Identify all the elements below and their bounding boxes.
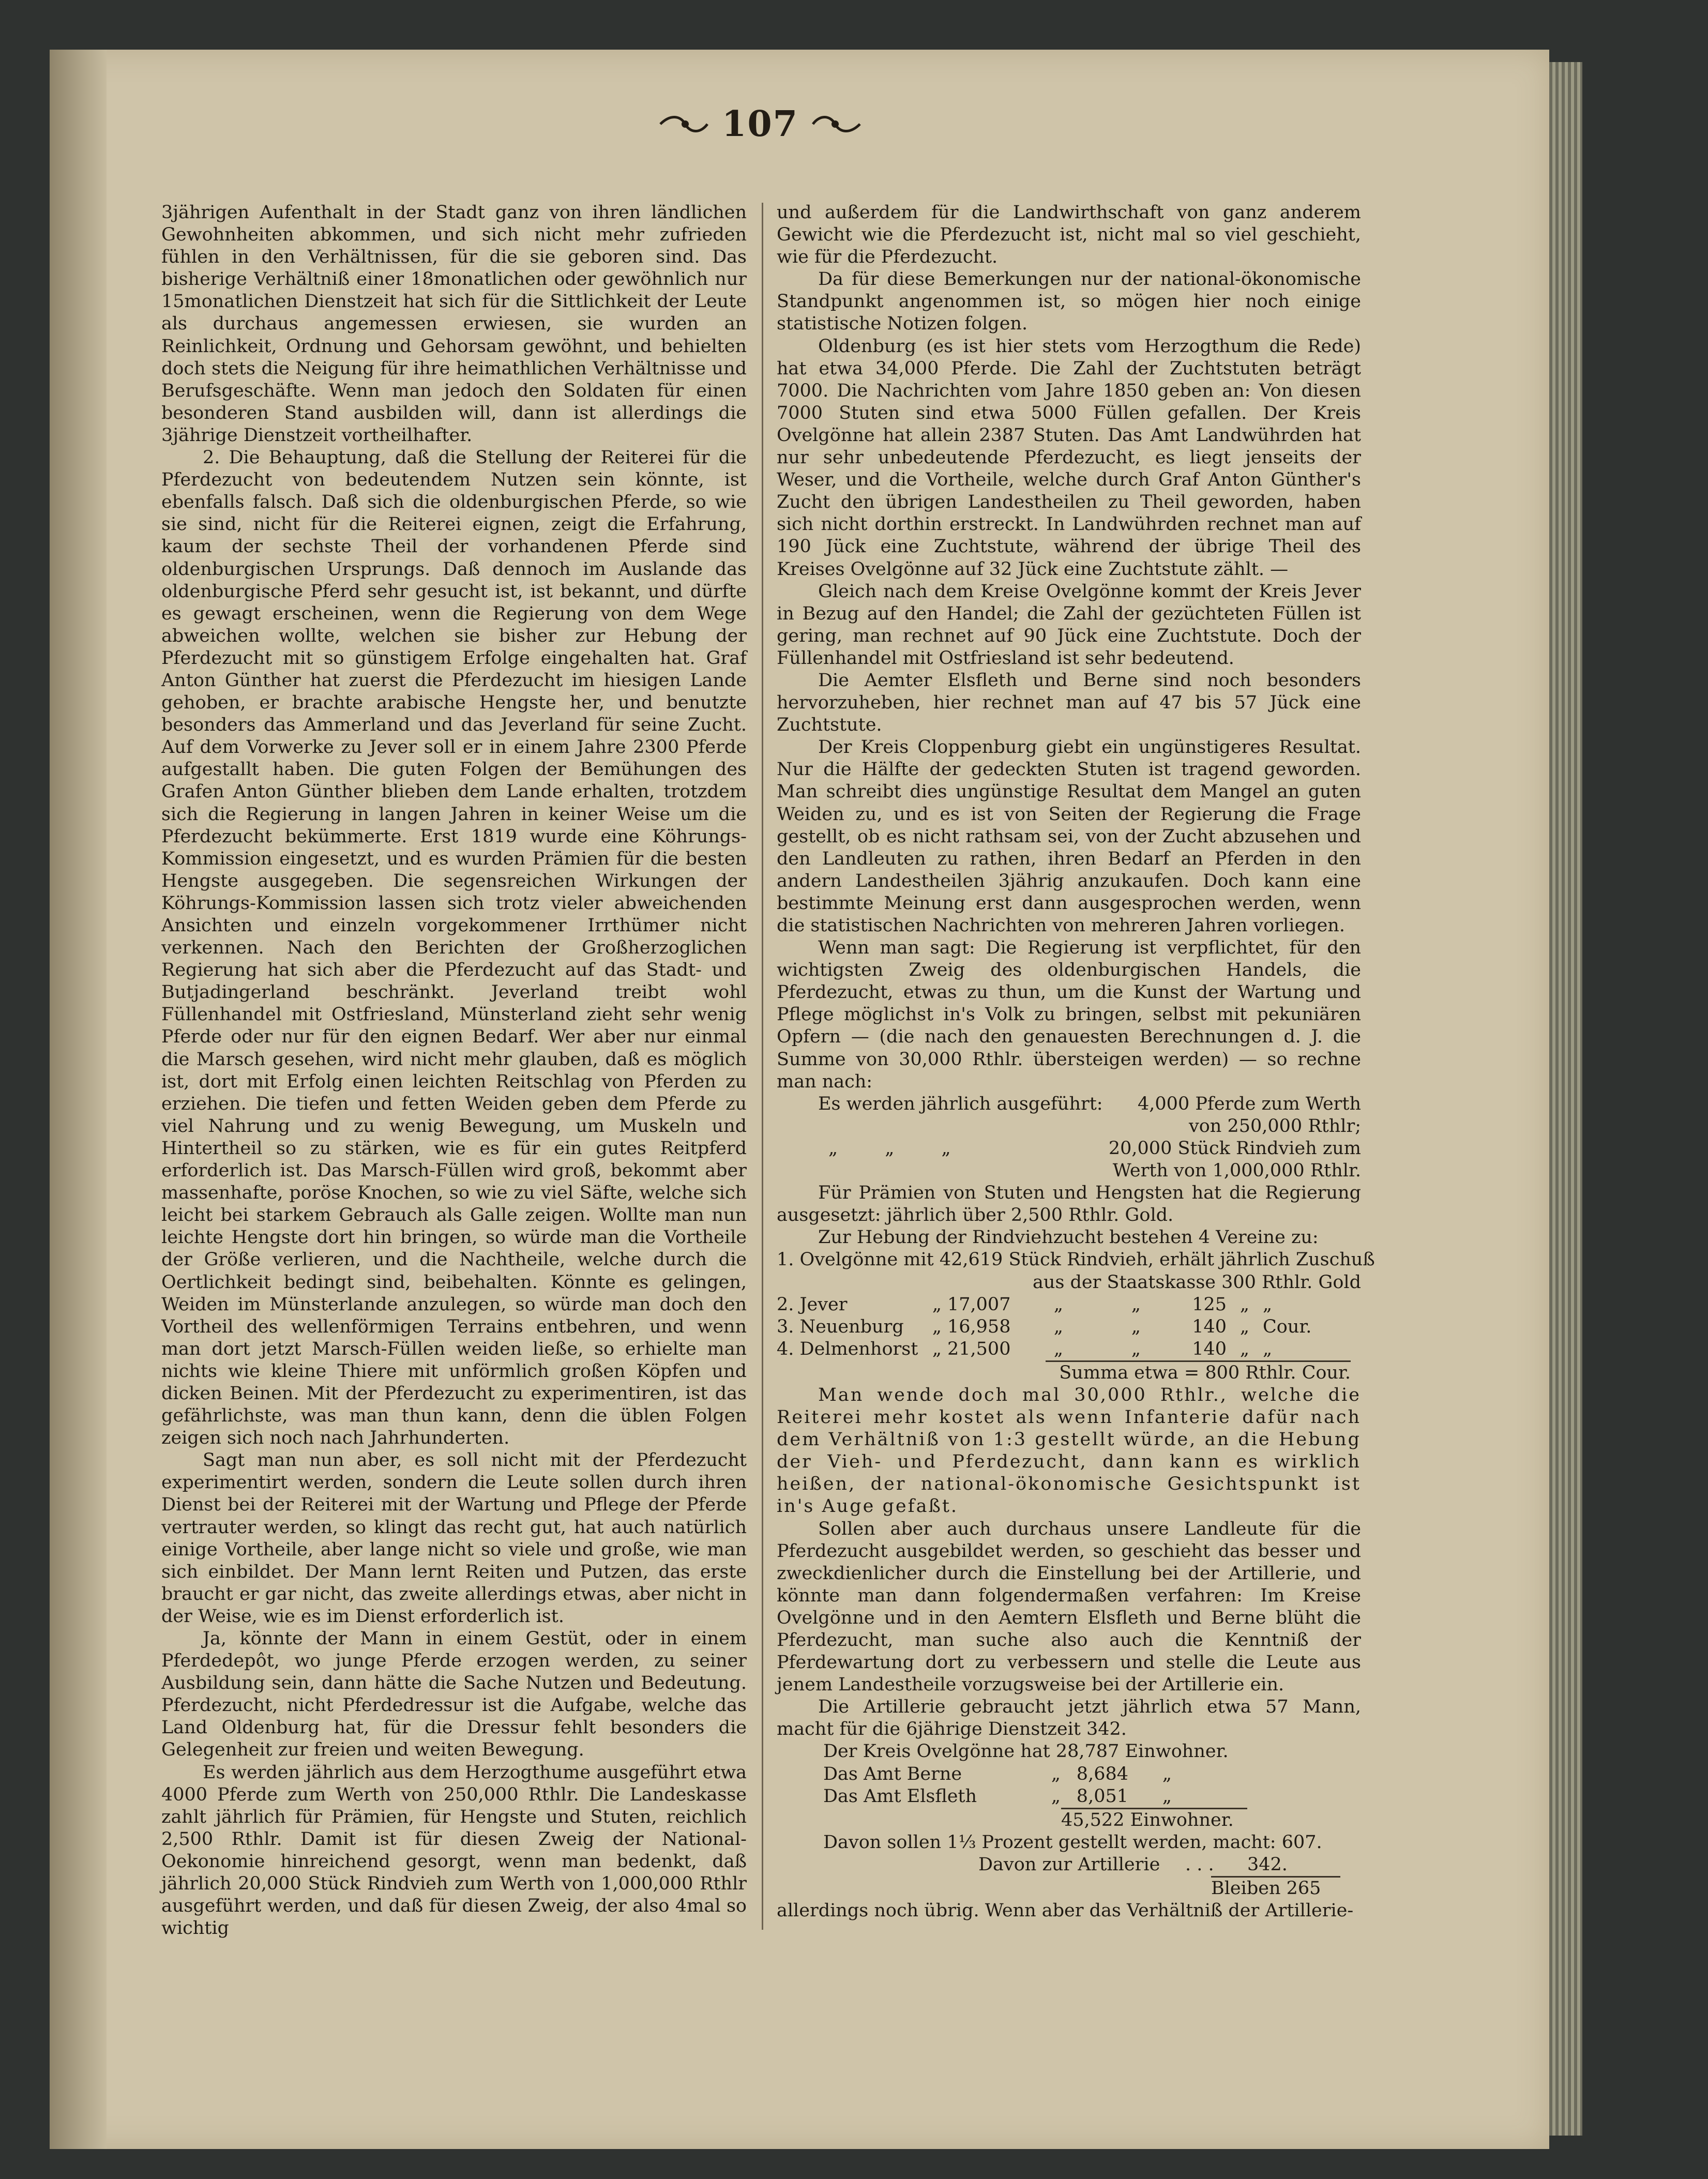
paragraph: Die Artillerie gebraucht jetzt jährlich etwa 57 Mann, macht für die 6jährige Dienstzeit 342.: [777, 1697, 1361, 1740]
table-cell: „: [932, 1316, 942, 1337]
table-cell: 4. Delmenhorst: [777, 1338, 918, 1359]
table-cell: 140: [1192, 1338, 1227, 1359]
export-line: [777, 1138, 1361, 1160]
paragraph: Oldenburg (es ist hier stets vom Herzogthum die Rede) hat etwa 34,000 Pferde. Die Zahl der Zuchtstuten beträgt 7000. Die Nachrichten vom Jahre 1850 geben an: Von diesen 7000 Stuten sind etwa 5000 Füllen gefallen. Der Kreis Ovelgönne hat allein 2387 Stuten. Das Amt Landwührden hat nur sehr unbedeutende Pferdezucht, es liegt jenseits der Weser, und die Vortheile, welche durch Graf Anton Günther's Zucht den übrigen Landestheilen zu Theil geworden, haben sich nicht dorthin erstreckt. In Landwührden rechnet man auf 190 Jück eine Zuchtstute, während der übrige Theil des Kreises Ovelgönne auf 32 Jück eine Zuchtstute zählt. —: [777, 336, 1361, 580]
table-cell: 3. Neuenburg: [777, 1316, 904, 1337]
page-header: [652, 88, 869, 160]
table-cell: „: [1053, 1294, 1064, 1315]
table-row: [777, 1876, 1361, 1900]
table-summary: Summa etwa = 800 Rthlr. Cour.: [1046, 1360, 1351, 1384]
table-cell: 125: [1192, 1294, 1227, 1315]
table-cell: „: [1162, 1785, 1172, 1807]
paragraph: 2. Die Behauptung, daß die Stellung der Reiterei für die Pferdezucht von bedeutendem Nutzen sein könnte, ist ebenfalls falsch. Daß sich die oldenburgischen Pferde, so wie sie sind, nicht für die Reiterei eignen, zeigt die Erfahrung, kaum der sechste Theil der vorhandenen Pferde sind oldenburgischen Ursprungs. Daß dennoch im Auslande das oldenburgische Pferd sehr gesucht ist, ist bekannt, und dürfte es gewagt erscheinen, wenn die Regierung von dem Wege abweichen wollte, welchen sie bisher zur Hebung der Pferdezucht mit so günstigem Erfolge eingehalten hat. Graf Anton Günther hat zuerst die Pferdezucht im hiesigen Lande gehoben, er brachte arabische Hengste her, und benutzte besonders das Ammerland und das Jeverland für seine Zucht. Auf dem Vorwerke zu Jever soll er in einem Jahre 2300 Pferde aufgestallt haben. Die guten Folgen der Bemühungen des Grafen Anton Günther blieben dem Lande erhalten, trotzdem sich die Regierung in langen Jahren in keiner Weise um die Pferdezucht bekümmerte. Erst 1819 wurde eine Köhrungs-Kommission eingesetzt, und es wurden Prämien für die besten Hengste ausgegeben. Die segensreichen Wirkungen der Köhrungs-Kommission lassen sich trotz vieler abweichenden Ansichten und einzeln vorgekommener Irrthümer nicht verkennen. Nach den Berichten der Großherzoglichen Regierung hat sich aber die Pferdezucht auf das Stadt- und Butjadingerland beschränkt. Jeverland treibt wohl Füllenhandel mit Ostfriesland, Münsterland zieht sehr wenig Pferde oder nur für den eignen Bedarf. Wer aber nur einmal die Marsch gesehen, wird nicht mehr glauben, daß es möglich ist, dort mit Erfolg einen leichten Reitschlag von Pferden zu erziehen. Die tiefen und fetten Weiden geben dem Pferde zu viel Nahrung und zu wenig Bewegung, um Muskeln und Hintertheil so zu stärken, wie es für ein gutes Reitpferd erforderlich ist. Das Marsch-Füllen wird groß, bekommt aber massenhafte, poröse Knochen, so wie zu viel Säfte, welche sich leicht bei starkem Gebrauch als Galle zeigen. Wollte man nun leichte Hengste dort hin bringen, so würde man die Vortheile der Größe verlieren, und die Nachtheile, welche durch die Oertlichkeit bedingt sind, beibehalten. Könnte es gelingen, Weiden im Münsterlande anzulegen, so würde man doch den Vortheil des wellenförmigen Terrains entbehren, und wenn man dort jetzt Marsch-Füllen weiden ließe, so erhielte man nichts wie kleine Thiere mit unförmlich großen Köpfen und dicken Beinen. Mit der Pferdezucht zu experimentiren, ist das gefährlichste, was man thun kann, denn die üblen Folgen zeigen sich noch nach Jahrhunderten.: [161, 447, 747, 1449]
paragraph: Ja, könnte der Mann in einem Gestüt, oder in einem Pferdedepôt, wo junge Pferde erzogen werden, zu seiner Ausbildung sein, dann hätte die Sache Nutzen und Bedeutung. Pferdezucht, nicht Pferdedressur ist die Aufgabe, welche das Land Oldenburg hat, für die Dressur fehlt besonders die Gelegenheit zur freien und weiten Bewegung.: [161, 1628, 747, 1761]
table-cell: 21,500: [947, 1338, 1011, 1359]
paragraph: Sollen aber auch durchaus unsere Landleute für die Pferdezucht ausgebildet werden, so geschieht das besser und zweckdienlicher durch die Einstellung bei der Artillerie, und könnte man dann folgendermaßen verfahren: Im Kreise Ovelgönne und in den Aemtern Elsfleth und Berne blüht die Pferdezucht, man suche also auch die Kenntniß der Pferdewartung dort zu verbessern und stelle die Leute aus jenem Landestheile vorzugsweise bei der Artillerie ein.: [777, 1518, 1361, 1696]
export-label: Es werden jährlich ausgeführt:: [818, 1093, 1103, 1114]
paragraph: Zur Hebung der Rindviehzucht bestehen 4 Vereine zu:: [818, 1227, 1319, 1248]
table-cell: „: [1162, 1763, 1172, 1784]
paragraph: allerdings noch übrig. Wenn aber das Verhältniß der Artillerie-: [777, 1900, 1354, 1921]
table-cell: Das Amt Berne: [823, 1763, 962, 1784]
export-value: 4,000 Pferde zum Werth: [1138, 1093, 1361, 1114]
table-row: [777, 1338, 1361, 1360]
export-value: 20,000 Stück Rindvieh zum: [1108, 1138, 1361, 1159]
table-cell: Der Kreis Ovelgönne hat 28,787 Einwohner.: [823, 1741, 1229, 1762]
table-cell: 1. Ovelgönne mit 42,619 Stück Rindvieh, erhält jährlich Zuschuß: [777, 1249, 1375, 1270]
table-cell: . . .: [1185, 1854, 1214, 1875]
paragraph: Gleich nach dem Kreise Ovelgönne kommt der Kreis Jever in Bezug auf den Handel; die Zahl der gezüchteten Füllen ist gering, man rechnet auf 90 Jück eine Zuchtstute. Doch der Füllenhandel mit Ostfriesland ist sehr bedeutend.: [777, 581, 1361, 669]
table-cell: „: [1051, 1785, 1061, 1807]
paragraph: Es werden jährlich aus dem Herzogthume ausgeführt etwa 4000 Pferde zum Werth von 250,000 Rthlr. Die Landeskasse zahlt jährlich für Prämien, für Hengste und Stuten, reichlich 2,500 Rthlr. Damit ist für diesen Zweig der National-Oekonomie hinreichend gesorgt, wenn man bedenkt, daß jährlich 20,000 Stück Rindvieh zum Werth von 1,000,000 Rthlr ausgeführt werden, und daß für diesen Zweig, der also 4mal so wichtig: [161, 1762, 747, 1939]
ornament-right-icon: [812, 114, 861, 134]
column-divider: [762, 203, 763, 1930]
table-cell: „: [1240, 1316, 1250, 1337]
export-value: von 250,000 Rthlr;: [1188, 1115, 1361, 1137]
table-row: [777, 1854, 1361, 1876]
paragraph: Die Aemter Elsfleth und Berne sind noch besonders hervorzuheben, hier rechnet man auf 47 bis 57 Jück eine Zuchtstute.: [777, 670, 1361, 736]
table-row: [777, 1785, 1361, 1808]
paragraph: Man wende doch mal 30,000 Rthlr., welche die Reiterei mehr kostet als wenn Infanterie dafür nach dem Verhältniß von 1:3 gestellt würde, an die Hebung der Vieh- und Pferdezucht, dann kann es wirklich heißen, der national-ökonomische Gesichtspunkt ist in's Auge gefaßt.: [777, 1384, 1361, 1517]
paragraph: Sagt man nun aber, es soll nicht mit der Pferdezucht experimentirt werden, sondern die Leute sollen durch ihren Dienst bei der Reiterei mit der Wartung und Pflege der Pferde vertrauter werden, so klingt das recht gut, hat auch natürlich einige Vortheile, aber lange nicht so viele und große, wie man sich einbildet. Der Mann lernt Reiten und Putzen, das erste braucht er gar nicht, das zweite allerdings etwas, aber nicht in der Weise, wie es im Dienst erforderlich ist.: [161, 1450, 747, 1627]
table-cell: „: [1263, 1294, 1273, 1315]
table-row: [777, 1272, 1361, 1294]
page-number: 107: [722, 103, 798, 145]
population-total: 45,522 Einwohner.: [1061, 1808, 1247, 1832]
ditto-marks: „ „ „: [828, 1138, 951, 1159]
clubs-table: [777, 1249, 1375, 1384]
table-row: [777, 1808, 1361, 1832]
table-cell: 140: [1192, 1316, 1227, 1337]
book-page-edges: [1549, 62, 1582, 2136]
table-cell: Das Amt Elsfleth: [823, 1785, 977, 1807]
table-cell: Davon sollen 1⅓ Prozent gestellt werden, macht: 607.: [823, 1832, 1322, 1853]
book-gutter: [50, 50, 107, 2149]
table-row: [777, 1249, 1375, 1271]
table-cell: 8,051: [1076, 1785, 1128, 1807]
paragraph: Für Prämien von Stuten und Hengsten hat die Regierung ausgesetzt: jährlich über 2,500 Rthlr. Gold.: [777, 1183, 1361, 1226]
paragraph: Wenn man sagt: Die Regierung ist verpflichtet, für den wichtigsten Zweig des oldenburgischen Handels, die Pferdezucht, etwas zu thun, um die Kunst der Wartung und Pflege möglichst in's Volk zu bringen, selbst mit pekuniären Opfern — (die nach den genauesten Berechnungen d. J. die Summe von 30,000 Rthlr. übersteigen werden) — so rechne man nach:: [777, 937, 1361, 1092]
table-row: [777, 1832, 1361, 1854]
table-cell: „: [1240, 1338, 1250, 1359]
table-cell: Cour.: [1263, 1316, 1312, 1337]
table-cell: „: [1131, 1294, 1141, 1315]
table-cell: „: [932, 1338, 942, 1359]
table-cell: Bleiben 265: [1211, 1876, 1340, 1900]
table-cell: „: [1051, 1763, 1061, 1784]
table-cell: „: [932, 1294, 942, 1315]
table-cell: 16,958: [947, 1316, 1011, 1337]
table-cell: „: [1053, 1316, 1064, 1337]
population-table: [777, 1741, 1361, 1900]
table-cell: aus der Staatskasse 300 Rthlr. Gold: [1033, 1272, 1361, 1293]
table-row: [777, 1763, 1361, 1785]
table-cell: 2. Jever: [777, 1294, 848, 1315]
paragraph: Da für diese Bemerkungen nur der national-ökonomische Standpunkt angenommen ist, so mögen hier noch einige statistische Notizen folgen.: [777, 269, 1361, 335]
table-cell: „: [1053, 1338, 1064, 1359]
paragraph: Der Kreis Cloppenburg giebt ein ungünstigeres Resultat. Nur die Hälfte der gedeckten Stuten ist tragend geworden. Man schreibt dies ungünstige Resultat dem Mangel an guten Weiden zu, und es ist von Seiten der Regierung die Frage gestellt, ob es nicht rathsam sei, von der Zucht abzusehen und den Landleuten zu rathen, ihren Bedarf an Pferden in den andern Landestheilen 3jährig anzukaufen. Doch kann eine bestimmte Meinung erst dann ausgesprochen werden, wenn die statistischen Nachrichten von mehreren Jahren vorliegen.: [777, 737, 1361, 936]
table-row: [777, 1316, 1361, 1338]
table-cell: „: [1240, 1294, 1250, 1315]
table-cell: 8,684: [1076, 1763, 1128, 1784]
table-row: [777, 1741, 1361, 1763]
table-summary-row: [777, 1360, 1361, 1384]
export-statement: [777, 1093, 1361, 1182]
export-line: [777, 1093, 1361, 1115]
paragraph: und außerdem für die Landwirthschaft von ganz anderem Gewicht wie die Pferdezucht ist, nicht mal so viel geschieht, wie für die Pferdezucht.: [777, 202, 1361, 268]
table-cell: 17,007: [947, 1294, 1011, 1315]
table-cell: „: [1131, 1316, 1141, 1337]
export-line: [777, 1115, 1361, 1138]
left-column: [161, 202, 747, 1940]
export-value: Werth von 1,000,000 Rthlr.: [1112, 1160, 1361, 1182]
paragraph: 3jährigen Aufenthalt in der Stadt ganz von ihren ländlichen Gewohnheiten abkommen, und sich nicht mehr zufrieden fühlen in den Verhältnissen, für die sie geboren sind. Das bisherige Verhältniß einer 18monatlichen oder gewöhnlich nur 15monatlichen Dienstzeit hat sich für die Sittlichkeit der Leute als durchaus angemessen erwiesen, sie wurden an Reinlichkeit, Ordnung und Gehorsam gewöhnt, und behielten doch stets die Neigung für ihre heimathlichen Verhältnisse und Berufsgeschäfte. Wenn man jedoch den Soldaten für einen besonderen Stand ausbilden will, dann ist allerdings die 3jährige Dienstzeit vortheilhafter.: [161, 202, 747, 446]
right-column: [777, 202, 1375, 1922]
table-row: [777, 1294, 1361, 1316]
export-line: [777, 1160, 1361, 1182]
table-cell: Davon zur Artillerie: [978, 1854, 1160, 1875]
table-cell: 342.: [1247, 1854, 1288, 1875]
ornament-left-icon: [659, 114, 708, 134]
table-cell: „: [1131, 1338, 1141, 1359]
table-cell: „: [1263, 1338, 1273, 1359]
